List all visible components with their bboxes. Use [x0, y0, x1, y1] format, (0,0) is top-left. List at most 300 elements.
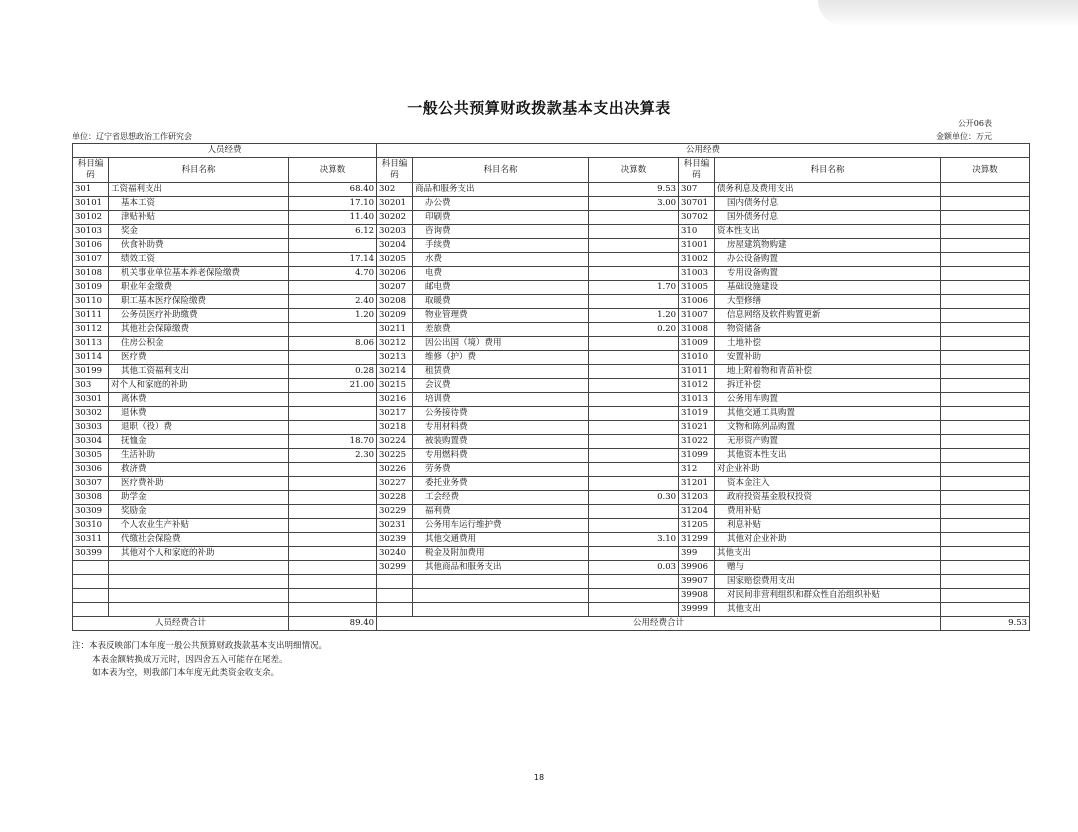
cell-name — [109, 603, 289, 617]
cell-amount — [941, 393, 1030, 407]
cell-code: 30217 — [377, 407, 413, 421]
cell-amount: 1.70 — [589, 281, 679, 295]
cell-amount — [589, 575, 679, 589]
cell-code: 31001 — [679, 239, 715, 253]
table-row — [73, 463, 1030, 477]
cell-name: 津贴补贴 — [109, 211, 289, 225]
cell-name: 职业年金缴费 — [109, 281, 289, 295]
cell-code: 31005 — [679, 281, 715, 295]
cell-code: 31205 — [679, 519, 715, 533]
table-row — [73, 309, 1030, 323]
cell-code: 30240 — [377, 547, 413, 561]
page-corner-shadow — [818, 0, 1078, 26]
cell-name: 租赁费 — [413, 365, 589, 379]
table-row — [73, 281, 1030, 295]
cell-amount — [289, 477, 377, 491]
amount-unit: 金额单位：万元 — [936, 132, 992, 141]
table-row — [73, 295, 1030, 309]
cell-amount — [941, 253, 1030, 267]
cell-amount — [941, 337, 1030, 351]
cell-code — [377, 589, 413, 603]
public-total-label: 公用经费合计 — [377, 617, 941, 631]
cell-name: 其他资本性支出 — [715, 449, 941, 463]
cell-code: 30108 — [73, 267, 109, 281]
cell-code: 31006 — [679, 295, 715, 309]
table-notes — [72, 640, 327, 681]
cell-code: 39906 — [679, 561, 715, 575]
expenditure-table — [72, 143, 1030, 631]
table-row — [73, 561, 1030, 575]
col-header-amount: 决算数 — [941, 158, 1030, 183]
cell-code: 30214 — [377, 365, 413, 379]
cell-name: 水费 — [413, 253, 589, 267]
cell-name: 地上附着物和青苗补偿 — [715, 365, 941, 379]
cell-amount — [289, 533, 377, 547]
cell-code: 31009 — [679, 337, 715, 351]
cell-amount — [941, 505, 1030, 519]
cell-name: 其他对个人和家庭的补助 — [109, 547, 289, 561]
cell-code: 31019 — [679, 407, 715, 421]
cell-amount — [941, 449, 1030, 463]
cell-amount — [289, 561, 377, 575]
cell-code: 30101 — [73, 197, 109, 211]
cell-amount — [941, 491, 1030, 505]
personnel-total-amount: 89.40 — [289, 617, 377, 631]
table-row — [73, 505, 1030, 519]
cell-amount — [589, 393, 679, 407]
cell-amount — [289, 575, 377, 589]
cell-name — [109, 575, 289, 589]
cell-amount — [589, 477, 679, 491]
cell-name: 债务利息及费用支出 — [715, 183, 941, 197]
cell-code: 30299 — [377, 561, 413, 575]
col-header-code: 科目编码 — [679, 158, 715, 183]
cell-name: 政府投资基金股权投资 — [715, 491, 941, 505]
cell-name: 生活补助 — [109, 449, 289, 463]
table-row — [73, 197, 1030, 211]
cell-name: 伙食补助费 — [109, 239, 289, 253]
table-row — [73, 183, 1030, 197]
table-row — [73, 225, 1030, 239]
cell-name: 被装购置费 — [413, 435, 589, 449]
cell-name: 大型修缮 — [715, 295, 941, 309]
cell-code: 31201 — [679, 477, 715, 491]
cell-name: 基础设施建设 — [715, 281, 941, 295]
cell-code — [73, 561, 109, 575]
cell-code: 30215 — [377, 379, 413, 393]
cell-name: 其他交通工具购置 — [715, 407, 941, 421]
cell-code: 30216 — [377, 393, 413, 407]
note-line: 本表金额转换成万元时，因四舍五入可能存在尾差。 — [92, 654, 288, 665]
cell-name: 印刷费 — [413, 211, 589, 225]
cell-code: 30229 — [377, 505, 413, 519]
cell-code: 312 — [679, 463, 715, 477]
cell-amount — [289, 491, 377, 505]
cell-code: 30114 — [73, 351, 109, 365]
table-row — [73, 253, 1030, 267]
cell-code: 31007 — [679, 309, 715, 323]
cell-amount — [941, 421, 1030, 435]
personnel-total-label: 人员经费合计 — [73, 617, 289, 631]
cell-amount — [941, 589, 1030, 603]
cell-code: 303 — [73, 379, 109, 393]
table-row — [73, 267, 1030, 281]
cell-name: 专用燃料费 — [413, 449, 589, 463]
cell-code: 30208 — [377, 295, 413, 309]
cell-amount — [289, 421, 377, 435]
cell-amount — [941, 309, 1030, 323]
cell-code: 30109 — [73, 281, 109, 295]
cell-code: 30304 — [73, 435, 109, 449]
table-row — [73, 449, 1030, 463]
cell-amount — [589, 589, 679, 603]
cell-code: 30225 — [377, 449, 413, 463]
form-code: 公开06表 — [957, 119, 992, 128]
cell-code: 30212 — [377, 337, 413, 351]
cell-amount — [589, 449, 679, 463]
reporting-unit: 单位：辽宁省思想政治工作研究会 — [72, 132, 192, 141]
cell-code — [73, 575, 109, 589]
cell-code — [73, 603, 109, 617]
cell-amount — [941, 365, 1030, 379]
table-row — [73, 337, 1030, 351]
cell-code — [73, 589, 109, 603]
cell-amount — [589, 505, 679, 519]
cell-code: 30226 — [377, 463, 413, 477]
cell-name: 医疗费 — [109, 351, 289, 365]
cell-name: 工会经费 — [413, 491, 589, 505]
cell-name: 信息网络及软件购置更新 — [715, 309, 941, 323]
cell-name: 公务用车运行维护费 — [413, 519, 589, 533]
cell-amount: 8.06 — [289, 337, 377, 351]
group-header-personnel: 人员经费 — [73, 144, 377, 158]
cell-name: 会议费 — [413, 379, 589, 393]
cell-amount — [589, 365, 679, 379]
cell-amount — [941, 295, 1030, 309]
cell-amount — [941, 435, 1030, 449]
cell-code: 301 — [73, 183, 109, 197]
cell-name: 国内债务付息 — [715, 197, 941, 211]
table-row — [73, 589, 1030, 603]
cell-code: 30701 — [679, 197, 715, 211]
cell-amount — [941, 407, 1030, 421]
cell-name: 专用设备购置 — [715, 267, 941, 281]
cell-amount — [589, 379, 679, 393]
cell-amount — [289, 505, 377, 519]
table-row — [73, 365, 1030, 379]
cell-amount: 4.70 — [289, 267, 377, 281]
cell-name: 劳务费 — [413, 463, 589, 477]
cell-code: 31010 — [679, 351, 715, 365]
cell-amount: 18.70 — [289, 435, 377, 449]
cell-code: 30303 — [73, 421, 109, 435]
cell-name: 办公费 — [413, 197, 589, 211]
cell-name — [413, 589, 589, 603]
cell-amount: 21.00 — [289, 379, 377, 393]
cell-amount — [941, 239, 1030, 253]
cell-name: 个人农业生产补贴 — [109, 519, 289, 533]
cell-name: 其他商品和服务支出 — [413, 561, 589, 575]
cell-amount — [589, 253, 679, 267]
cell-code: 31013 — [679, 393, 715, 407]
cell-amount: 0.20 — [589, 323, 679, 337]
cell-code: 39999 — [679, 603, 715, 617]
cell-amount: 17.14 — [289, 253, 377, 267]
cell-amount: 3.00 — [589, 197, 679, 211]
cell-name — [413, 575, 589, 589]
cell-name: 咨询费 — [413, 225, 589, 239]
cell-amount — [941, 519, 1030, 533]
cell-name: 对个人和家庭的补助 — [109, 379, 289, 393]
cell-code: 31099 — [679, 449, 715, 463]
cell-name: 办公设备购置 — [715, 253, 941, 267]
cell-name: 利息补贴 — [715, 519, 941, 533]
cell-amount — [941, 323, 1030, 337]
cell-code: 30239 — [377, 533, 413, 547]
cell-code: 30308 — [73, 491, 109, 505]
cell-amount: 9.53 — [589, 183, 679, 197]
cell-code — [377, 575, 413, 589]
cell-amount — [289, 547, 377, 561]
cell-name: 手续费 — [413, 239, 589, 253]
table-row — [73, 491, 1030, 505]
cell-code: 31204 — [679, 505, 715, 519]
cell-code: 30224 — [377, 435, 413, 449]
note-line: 注：本表反映部门本年度一般公共预算财政拨款基本支出明细情况。 — [72, 641, 328, 651]
cell-code: 31203 — [679, 491, 715, 505]
cell-name: 其他交通费用 — [413, 533, 589, 547]
cell-amount: 17.10 — [289, 197, 377, 211]
cell-name: 医疗费补助 — [109, 477, 289, 491]
cell-name: 邮电费 — [413, 281, 589, 295]
cell-name: 公务员医疗补助缴费 — [109, 309, 289, 323]
table-row — [73, 407, 1030, 421]
cell-amount: 1.20 — [289, 309, 377, 323]
group-header-public: 公用经费 — [377, 144, 1030, 158]
cell-code: 30113 — [73, 337, 109, 351]
cell-amount: 1.20 — [589, 309, 679, 323]
cell-amount — [289, 323, 377, 337]
cell-name: 物资储备 — [715, 323, 941, 337]
cell-name: 退职（役）费 — [109, 421, 289, 435]
col-header-name: 科目名称 — [109, 158, 289, 183]
cell-amount — [589, 211, 679, 225]
totals-row — [73, 617, 1030, 631]
col-header-amount: 决算数 — [589, 158, 679, 183]
cell-name: 电费 — [413, 267, 589, 281]
cell-amount — [589, 421, 679, 435]
cell-amount — [589, 295, 679, 309]
cell-code: 30206 — [377, 267, 413, 281]
cell-code: 30228 — [377, 491, 413, 505]
cell-name: 房屋建筑物购建 — [715, 239, 941, 253]
cell-name: 退休费 — [109, 407, 289, 421]
cell-code: 39908 — [679, 589, 715, 603]
cell-code: 39907 — [679, 575, 715, 589]
note-line: 如本表为空，则我部门本年度无此类资金收支余。 — [92, 668, 280, 678]
cell-name: 税金及附加费用 — [413, 547, 589, 561]
cell-amount: 2.30 — [289, 449, 377, 463]
cell-code: 30309 — [73, 505, 109, 519]
cell-code: 302 — [377, 183, 413, 197]
cell-name: 工资福利支出 — [109, 183, 289, 197]
cell-amount — [589, 337, 679, 351]
cell-name: 公务用车购置 — [715, 393, 941, 407]
cell-name: 公务接待费 — [413, 407, 589, 421]
cell-code: 30307 — [73, 477, 109, 491]
cell-code: 30204 — [377, 239, 413, 253]
cell-amount — [941, 463, 1030, 477]
cell-amount — [941, 561, 1030, 575]
cell-name: 奖励金 — [109, 505, 289, 519]
cell-amount — [589, 239, 679, 253]
cell-amount — [941, 211, 1030, 225]
cell-amount: 0.03 — [589, 561, 679, 575]
cell-code: 30399 — [73, 547, 109, 561]
cell-name: 绩效工资 — [109, 253, 289, 267]
cell-amount — [941, 267, 1030, 281]
cell-name: 对企业补助 — [715, 463, 941, 477]
cell-code: 30310 — [73, 519, 109, 533]
table-row — [73, 575, 1030, 589]
cell-name: 赠与 — [715, 561, 941, 575]
cell-name: 文物和陈列品购置 — [715, 421, 941, 435]
cell-name: 无形资产购置 — [715, 435, 941, 449]
cell-name: 土地补偿 — [715, 337, 941, 351]
cell-amount — [289, 281, 377, 295]
cell-name: 培训费 — [413, 393, 589, 407]
cell-amount — [941, 603, 1030, 617]
cell-name: 其他支出 — [715, 547, 941, 561]
cell-amount: 3.10 — [589, 533, 679, 547]
cell-name: 住房公积金 — [109, 337, 289, 351]
table-row — [73, 351, 1030, 365]
cell-amount — [589, 463, 679, 477]
cell-name: 机关事业单位基本养老保险缴费 — [109, 267, 289, 281]
col-header-amount: 决算数 — [289, 158, 377, 183]
cell-name: 国外债务付息 — [715, 211, 941, 225]
cell-name: 资本性支出 — [715, 225, 941, 239]
cell-code: 30203 — [377, 225, 413, 239]
cell-amount — [289, 393, 377, 407]
cell-code: 30202 — [377, 211, 413, 225]
cell-name: 拆迁补偿 — [715, 379, 941, 393]
cell-code: 30103 — [73, 225, 109, 239]
table-row — [73, 421, 1030, 435]
cell-name: 代缴社会保险费 — [109, 533, 289, 547]
cell-name: 物业管理费 — [413, 309, 589, 323]
cell-amount — [589, 435, 679, 449]
cell-code: 31002 — [679, 253, 715, 267]
cell-code: 30102 — [73, 211, 109, 225]
cell-name: 离休费 — [109, 393, 289, 407]
cell-name: 助学金 — [109, 491, 289, 505]
cell-amount — [589, 267, 679, 281]
table-body — [73, 183, 1030, 617]
page-number: 18 — [533, 773, 545, 782]
cell-code: 30301 — [73, 393, 109, 407]
cell-code: 30311 — [73, 533, 109, 547]
cell-amount: 2.40 — [289, 295, 377, 309]
cell-amount — [289, 407, 377, 421]
cell-name: 其他社会保障缴费 — [109, 323, 289, 337]
cell-code: 31022 — [679, 435, 715, 449]
cell-name: 其他工资福利支出 — [109, 365, 289, 379]
cell-amount — [941, 533, 1030, 547]
cell-name: 其他支出 — [715, 603, 941, 617]
public-total-amount: 9.53 — [941, 617, 1030, 631]
cell-name: 商品和服务支出 — [413, 183, 589, 197]
cell-amount — [289, 239, 377, 253]
table-row — [73, 435, 1030, 449]
cell-name: 职工基本医疗保险缴费 — [109, 295, 289, 309]
cell-code: 30111 — [73, 309, 109, 323]
cell-name: 救济费 — [109, 463, 289, 477]
cell-name: 专用材料费 — [413, 421, 589, 435]
cell-amount — [289, 519, 377, 533]
cell-amount — [589, 225, 679, 239]
cell-amount — [941, 197, 1030, 211]
cell-name: 安置补助 — [715, 351, 941, 365]
cell-amount — [941, 351, 1030, 365]
cell-amount: 0.28 — [289, 365, 377, 379]
cell-amount — [941, 183, 1030, 197]
cell-amount — [941, 547, 1030, 561]
cell-code: 30201 — [377, 197, 413, 211]
cell-name: 对民间非营利组织和群众性自治组织补贴 — [715, 589, 941, 603]
cell-code: 30231 — [377, 519, 413, 533]
cell-amount — [589, 407, 679, 421]
cell-name: 福利费 — [413, 505, 589, 519]
cell-code: 31021 — [679, 421, 715, 435]
col-header-name: 科目名称 — [715, 158, 941, 183]
col-header-code: 科目编码 — [73, 158, 109, 183]
cell-amount: 0.30 — [589, 491, 679, 505]
cell-code: 30302 — [73, 407, 109, 421]
cell-amount — [941, 477, 1030, 491]
cell-amount — [289, 603, 377, 617]
cell-code: 30211 — [377, 323, 413, 337]
cell-amount — [941, 379, 1030, 393]
cell-code: 30306 — [73, 463, 109, 477]
cell-name: 国家赔偿费用支出 — [715, 575, 941, 589]
cell-code: 30218 — [377, 421, 413, 435]
cell-name: 因公出国（境）费用 — [413, 337, 589, 351]
table-row — [73, 379, 1030, 393]
table-row — [73, 211, 1030, 225]
cell-amount: 11.40 — [289, 211, 377, 225]
cell-code: 30207 — [377, 281, 413, 295]
cell-code: 30205 — [377, 253, 413, 267]
cell-name: 抚恤金 — [109, 435, 289, 449]
cell-code: 30702 — [679, 211, 715, 225]
col-header-name: 科目名称 — [413, 158, 589, 183]
cell-name: 差旅费 — [413, 323, 589, 337]
cell-code: 307 — [679, 183, 715, 197]
cell-code: 30106 — [73, 239, 109, 253]
cell-name: 维修（护）费 — [413, 351, 589, 365]
cell-name — [109, 589, 289, 603]
cell-name: 奖金 — [109, 225, 289, 239]
cell-amount — [941, 225, 1030, 239]
cell-amount: 6.12 — [289, 225, 377, 239]
cell-code: 310 — [679, 225, 715, 239]
cell-code: 30110 — [73, 295, 109, 309]
cell-code: 31003 — [679, 267, 715, 281]
cell-code: 30199 — [73, 365, 109, 379]
cell-amount — [941, 575, 1030, 589]
table-row — [73, 239, 1030, 253]
